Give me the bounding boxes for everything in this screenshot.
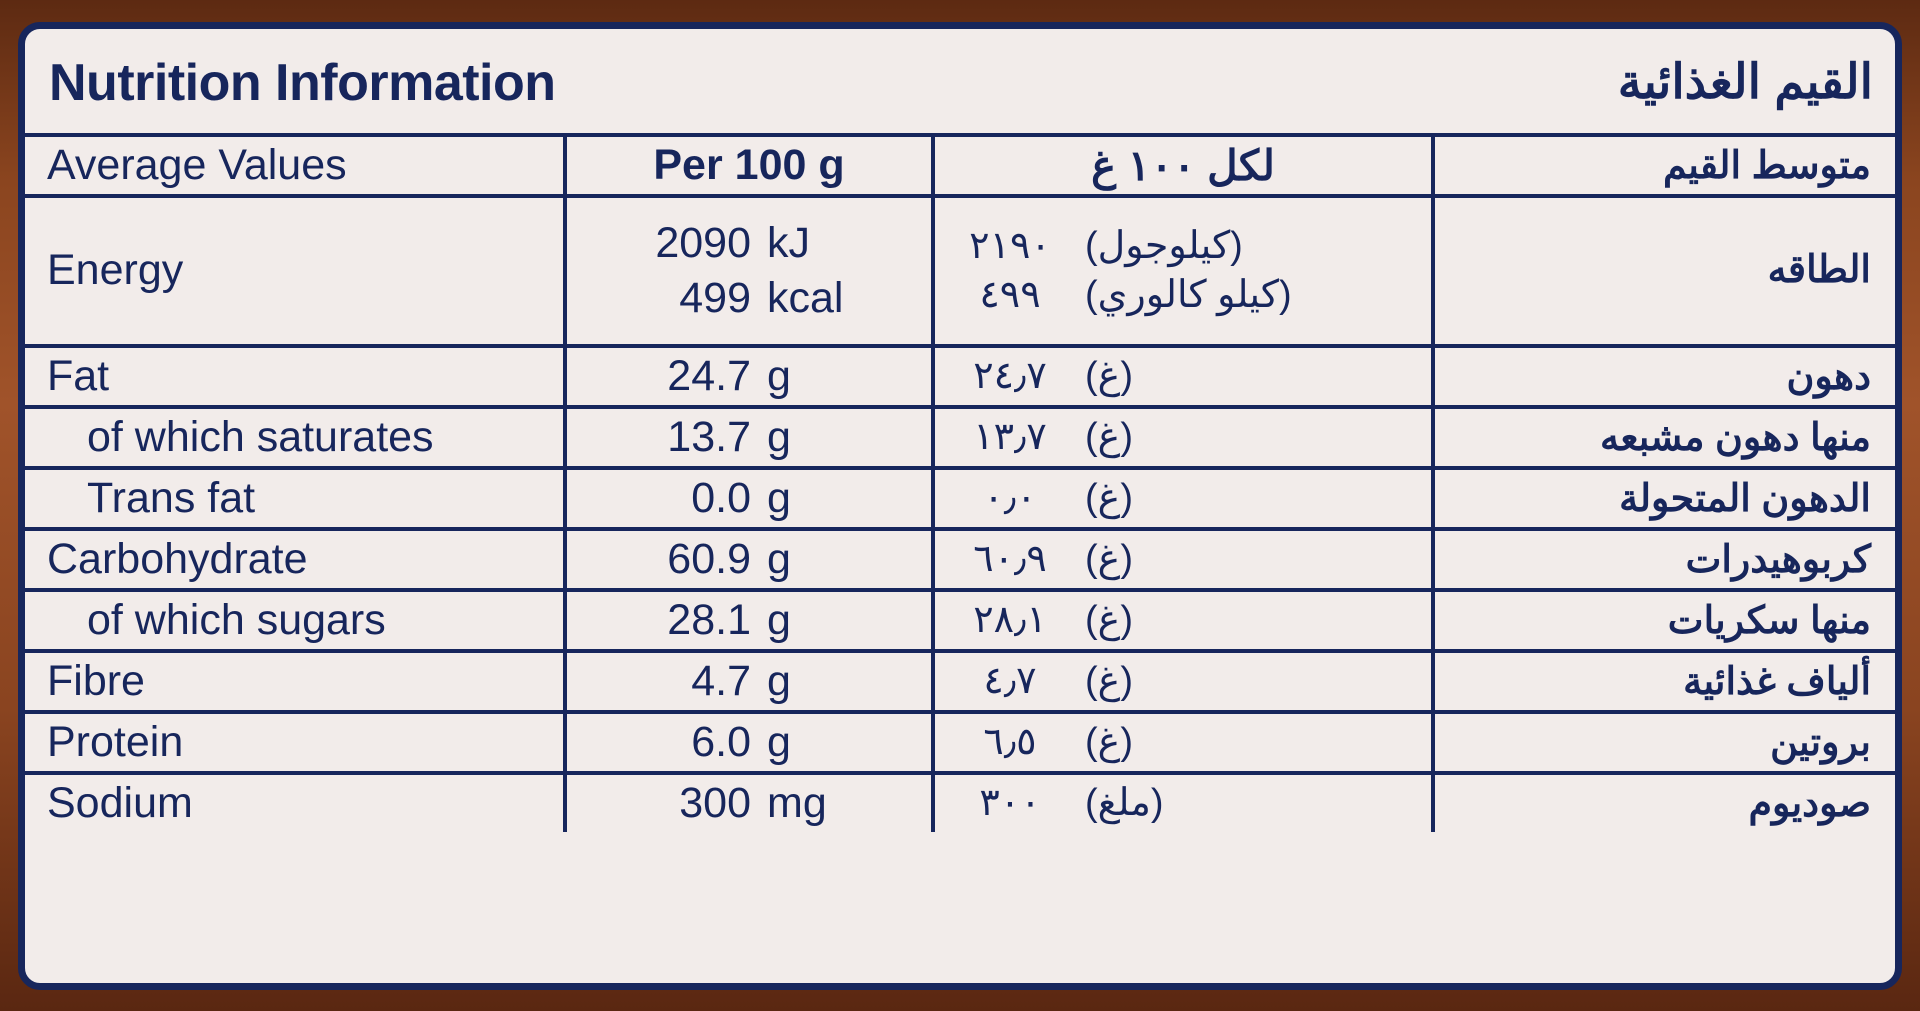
nutrient-label-arabic: منها سكريات [1667,600,1871,642]
nutrient-value-english [567,349,931,404]
nutrient-label-arabic: صوديوم [1748,783,1871,825]
column-header-per-100g: Per 100 g [653,141,845,190]
nutrient-value-english [567,654,931,709]
value-number-arabic: ٤٩٩ [979,274,1041,316]
nutrient-label-arabic: بروتين [1770,722,1871,764]
value-number: 499 [679,274,751,322]
value-unit: g [767,596,791,645]
nutrient-value-arabic [935,413,1431,462]
value-number-arabic: ٢٨٫١ [973,599,1047,642]
nutrient-label-english: of which sugars [87,596,386,644]
value-unit-arabic: (غ) [1085,477,1133,520]
value-number-arabic: ٤٫٧ [983,660,1037,703]
nutrient-label-arabic: الدهون المتحولة [1619,478,1871,520]
value-number: 13.7 [667,413,751,462]
nutrient-label-english: Fibre [47,657,145,705]
value-unit-arabic: (غ) [1085,599,1133,642]
nutrient-label-english: of which saturates [87,413,434,461]
value-number: 0.0 [691,474,751,523]
value-number: 24.7 [667,352,751,401]
nutrition-table [25,133,1895,832]
value-unit: kcal [767,274,844,322]
value-number-arabic: ٢١٩٠ [969,225,1051,268]
nutrient-value-arabic [935,718,1431,767]
table-header-row [25,135,1895,196]
table-row [25,651,1895,712]
nutrient-value-arabic [935,535,1431,584]
nutrient-value-arabic [935,474,1431,523]
nutrient-value-english [567,532,931,587]
nutrient-label-english: Sodium [47,779,193,827]
table-row [25,773,1895,832]
nutrient-value-arabic [935,271,1431,320]
table-row [25,346,1895,407]
nutrient-value-english [567,271,931,326]
nutrient-value-english [567,715,931,770]
value-unit-arabic: (كيلو كالوري) [1085,274,1292,316]
nutrient-label-arabic: منها دهون مشبعه [1600,417,1871,459]
nutrition-table-body [25,135,1895,832]
panel-title-english: Nutrition Information [49,54,556,112]
value-number: 28.1 [667,596,751,645]
value-unit: g [767,413,791,462]
value-unit-arabic: (غ) [1085,538,1133,581]
value-number: 6.0 [691,718,751,767]
nutrient-value-arabic [935,657,1431,706]
table-row [25,529,1895,590]
nutrient-value-arabic [935,779,1431,828]
panel-title-arabic: القيم الغذائية [1617,56,1873,109]
value-number-arabic: ٣٠٠ [979,782,1041,825]
nutrient-value-arabic [935,352,1431,401]
nutrient-label-arabic: دهون [1786,356,1871,398]
value-number-arabic: ٠٫٠ [983,477,1037,520]
column-header-average-values: Average Values [47,141,347,189]
value-unit: kJ [767,219,810,268]
nutrient-value-arabic [935,222,1431,271]
column-header-per-100g-arabic: لكل ١٠٠ غ [1091,141,1275,189]
table-row [25,590,1895,651]
table-row [25,196,1895,346]
nutrient-label-arabic: الطاقه [1767,249,1871,292]
nutrient-value-arabic [935,596,1431,645]
value-number: 60.9 [667,535,751,584]
nutrient-label-english: Energy [47,246,184,295]
value-unit-arabic: (كيلوجول) [1085,225,1243,268]
nutrient-label-english: Protein [47,718,184,766]
value-unit: g [767,535,791,584]
value-number: 300 [679,779,751,828]
value-unit-arabic: (غ) [1085,660,1133,703]
table-row [25,468,1895,529]
nutrient-value-english [567,410,931,465]
value-unit: g [767,474,791,523]
nutrient-value-english [567,216,931,271]
value-unit: g [767,352,791,401]
value-unit-arabic: (غ) [1085,721,1133,764]
value-number: 4.7 [691,657,751,706]
table-row [25,407,1895,468]
nutrient-label-arabic: كربوهيدرات [1685,539,1871,581]
value-unit-arabic: (غ) [1085,416,1133,459]
nutrient-value-english [567,776,931,831]
value-unit: g [767,718,791,767]
value-number-arabic: ٦٠٫٩ [973,538,1047,581]
value-number-arabic: ٦٫٥ [983,721,1037,764]
column-header-average-values-arabic: متوسط القيم [1662,145,1871,187]
value-number: 2090 [655,219,751,268]
value-unit: mg [767,779,827,828]
value-unit: g [767,657,791,706]
nutrient-label-arabic: ألياف غذائية [1683,661,1871,703]
panel-title-row [25,29,1895,133]
value-unit-arabic: (ملغ) [1085,782,1164,825]
table-row [25,712,1895,773]
nutrient-value-english [567,593,931,648]
nutrient-label-english: Carbohydrate [47,535,308,583]
value-number-arabic: ١٣٫٧ [973,416,1047,459]
nutrient-value-english [567,471,931,526]
value-unit-arabic: (غ) [1085,355,1133,398]
nutrition-panel [18,22,1902,990]
nutrient-label-english: Fat [47,352,110,400]
nutrient-label-english: Trans fat [87,474,256,522]
value-number-arabic: ٢٤٫٧ [973,355,1047,398]
